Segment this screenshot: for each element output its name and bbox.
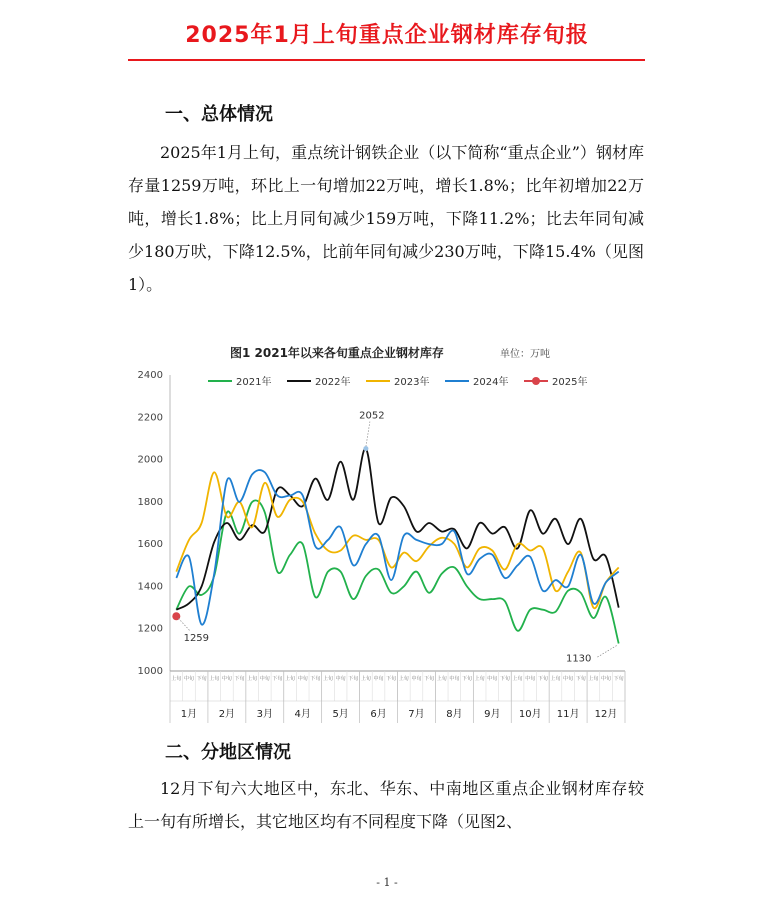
x-period-tick-label: 中旬 — [601, 676, 612, 682]
section-paragraph-regional: 12月下旬六大地区中，东北、华东、中南地区重点企业钢材库存较上一旬有所增长，其它地区均有不同程度下降（见图2、 — [128, 779, 644, 831]
annotation-marker — [363, 446, 368, 451]
series-line-2023年 — [176, 472, 618, 608]
section-heading-overall: 一、总体情况 — [165, 104, 273, 125]
x-month-label: 1月 — [180, 709, 198, 720]
annotation-label: 2052 — [359, 410, 385, 422]
x-period-tick-label: 上旬 — [512, 676, 523, 682]
annotation-label: 1259 — [183, 633, 210, 645]
legend-swatch-marker — [532, 377, 540, 385]
y-tick-label: 2200 — [137, 412, 163, 424]
x-period-tick-label: 上旬 — [247, 676, 258, 682]
x-month-label: 7月 — [408, 709, 425, 720]
x-period-tick-label: 中旬 — [563, 676, 574, 682]
annotation-label: 1130 — [565, 653, 592, 665]
x-period-tick-label: 下旬 — [537, 676, 548, 682]
x-period-tick-label: 下旬 — [575, 676, 586, 682]
x-period-tick-label: 下旬 — [196, 676, 207, 682]
section-paragraph-overall: 2025年1月上旬，重点统计钢铁企业（以下简称“重点企业”）钢材库存量1259万吨，环比上一旬增加22万吨，增长1.8%；比年初增加22万吨，增长1.8%；比上月同旬减少159万吨，下降11.2%；比去年同旬减少180万吠，下降12.5%，比前年同旬减少230万吨，下降15.4%（见图1）。 — [128, 143, 644, 294]
legend-label: 2022年 — [315, 377, 351, 388]
x-period-tick-label: 上旬 — [398, 676, 409, 682]
x-period-tick-label: 下旬 — [348, 676, 359, 682]
x-period-tick-label: 下旬 — [613, 676, 624, 682]
x-month-label: 9月 — [484, 709, 501, 720]
inventory-line-chart — [120, 340, 630, 730]
x-period-tick-label: 中旬 — [221, 676, 232, 682]
x-month-label: 10月 — [518, 709, 542, 720]
section-heading-regional: 二、分地区情况 — [165, 742, 291, 763]
annotation-leader — [366, 422, 370, 447]
legend-label: 2023年 — [394, 377, 430, 388]
x-period-tick-label: 中旬 — [259, 676, 270, 682]
x-period-tick-label: 中旬 — [487, 676, 498, 682]
page-number: - 1 - — [376, 876, 398, 889]
x-month-label: 12月 — [594, 709, 618, 720]
x-period-tick-label: 中旬 — [411, 676, 422, 682]
legend-label: 2025年 — [552, 377, 588, 388]
x-month-label: 6月 — [370, 709, 387, 720]
x-month-label: 5月 — [332, 709, 349, 720]
x-month-label: 8月 — [446, 709, 463, 720]
y-tick-label: 1600 — [137, 539, 163, 551]
x-period-tick-label: 中旬 — [373, 676, 384, 682]
legend-label: 2024年 — [473, 377, 509, 388]
x-period-tick-label: 上旬 — [436, 676, 447, 682]
x-period-tick-label: 中旬 — [183, 676, 194, 682]
y-tick-label: 2000 — [137, 454, 163, 466]
chart-legend — [208, 375, 587, 388]
y-tick-label: 2400 — [137, 370, 163, 381]
title-underline — [128, 59, 645, 61]
x-period-tick-label: 上旬 — [322, 676, 333, 682]
x-period-tick-label: 上旬 — [588, 676, 599, 682]
x-period-tick-label: 上旬 — [285, 676, 296, 682]
y-tick-label: 1400 — [137, 581, 163, 593]
chart-title: 图1 2021年以来各旬重点企业钢材库存 — [230, 346, 444, 360]
document-title: 2025年1月上旬重点企业钢材库存旬报 — [185, 23, 589, 48]
chart-annotations — [178, 411, 616, 665]
x-month-label: 4月 — [294, 709, 311, 720]
series-line-2024年 — [176, 470, 618, 625]
x-period-tick-label: 中旬 — [525, 676, 536, 682]
y-tick-label: 1200 — [137, 623, 163, 635]
x-period-tick-label: 下旬 — [499, 676, 510, 682]
x-period-tick-label: 下旬 — [234, 676, 245, 682]
x-period-tick-label: 中旬 — [449, 676, 460, 682]
x-period-tick-label: 下旬 — [462, 676, 473, 682]
x-period-tick-label: 下旬 — [272, 676, 283, 682]
x-period-tick-label: 上旬 — [474, 676, 485, 682]
chart-series — [172, 448, 618, 643]
y-tick-label: 1800 — [137, 496, 163, 508]
x-period-tick-label: 下旬 — [386, 676, 397, 682]
x-period-tick-label: 下旬 — [310, 676, 321, 682]
annotation-leader — [597, 646, 617, 658]
x-period-tick-label: 中旬 — [335, 676, 346, 682]
x-period-tick-label: 上旬 — [550, 676, 561, 682]
annotation-leader — [178, 618, 190, 631]
x-period-tick-label: 上旬 — [171, 676, 182, 682]
x-month-label: 2月 — [218, 709, 236, 720]
legend-label: 2021年 — [236, 377, 272, 388]
x-period-tick-label: 上旬 — [360, 676, 371, 682]
chart-unit: 单位：万吨 — [500, 349, 550, 360]
x-month-label: 3月 — [256, 709, 273, 720]
x-month-label: 11月 — [556, 709, 580, 720]
x-period-tick-label: 下旬 — [424, 676, 435, 682]
x-period-tick-label: 中旬 — [297, 676, 308, 682]
x-period-tick-label: 上旬 — [209, 676, 220, 682]
y-tick-label: 1000 — [137, 666, 163, 677]
